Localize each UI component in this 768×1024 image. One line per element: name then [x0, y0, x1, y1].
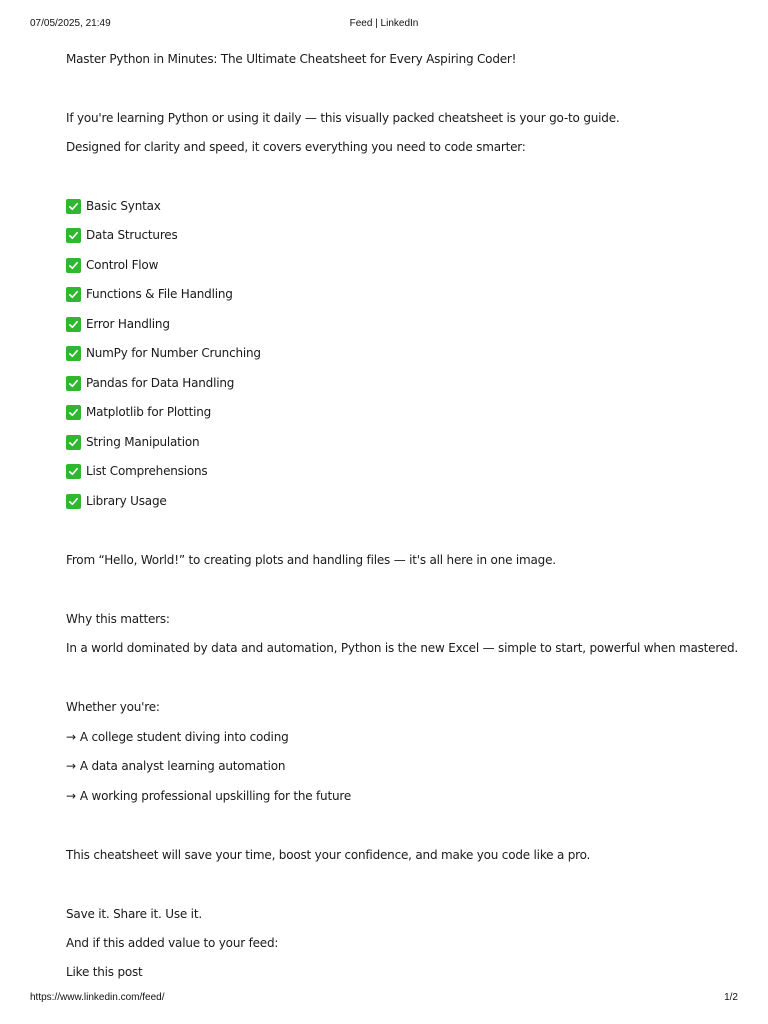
- checklist-item: [66, 404, 211, 420]
- audience-item: [66, 758, 285, 774]
- print-page-number: 1/2: [724, 992, 738, 1003]
- print-page-title: Feed | LinkedIn: [349, 18, 419, 29]
- cta-line-2: And if this added value to your feed:: [66, 936, 279, 950]
- checklist-item-label: Library Usage: [86, 494, 167, 508]
- checklist-item: [66, 434, 199, 450]
- checklist-item-label: String Manipulation: [86, 435, 200, 449]
- why-text: In a world dominated by data and automation, Python is the new Excel — simple to start, powerful when mastered.: [66, 641, 739, 655]
- right-arrow-icon: →: [66, 789, 76, 803]
- post-intro-line-1: If you're learning Python or using it daily — this visually packed cheatsheet is your go-to guide.: [66, 111, 620, 125]
- checklist-item: [66, 227, 178, 243]
- check-mark-icon: [66, 228, 81, 243]
- checklist-item-label: Functions & File Handling: [86, 287, 233, 301]
- post-headline: Master Python in Minutes: The Ultimate Cheatsheet for Every Aspiring Coder!: [66, 52, 517, 66]
- check-mark-icon: [66, 346, 81, 361]
- checklist-item-label: Basic Syntax: [86, 199, 161, 213]
- audience-heading: Whether you're:: [66, 700, 160, 714]
- post-intro-line-2: Designed for clarity and speed, it covers everything you need to code smarter:: [66, 140, 526, 154]
- check-mark-icon: [66, 464, 81, 479]
- print-datetime: 07/05/2025, 21:49: [30, 18, 111, 29]
- audience-item: [66, 788, 351, 804]
- right-arrow-icon: →: [66, 759, 76, 773]
- check-mark-icon: [66, 199, 81, 214]
- checklist-item: [66, 286, 233, 302]
- cta-line-1: Save it. Share it. Use it.: [66, 907, 202, 921]
- checklist-item-label: Pandas for Data Handling: [86, 376, 235, 390]
- checklist-item-label: List Comprehensions: [86, 464, 208, 478]
- check-mark-icon: [66, 258, 81, 273]
- print-footer: [30, 992, 738, 1008]
- checklist-item: [66, 316, 170, 332]
- why-heading: Why this matters:: [66, 612, 170, 626]
- checklist-item: [66, 493, 167, 509]
- checklist-item: [66, 375, 234, 391]
- print-header: [30, 18, 738, 34]
- checklist-item: [66, 463, 207, 479]
- check-mark-icon: [66, 287, 81, 302]
- cta-line-3: Like this post: [66, 965, 143, 979]
- checklist-item-label: Matplotlib for Plotting: [86, 405, 212, 419]
- audience-item-label: A college student diving into coding: [79, 730, 289, 744]
- post-benefit: This cheatsheet will save your time, boost your confidence, and make you code like a pro.: [66, 848, 591, 862]
- check-mark-icon: [66, 494, 81, 509]
- audience-item-label: A data analyst learning automation: [79, 759, 286, 773]
- post-summary: From “Hello, World!” to creating plots and handling files — it's all here in one image.: [66, 553, 556, 567]
- checklist-item-label: Error Handling: [86, 317, 170, 331]
- checklist-item: [66, 198, 161, 214]
- print-url: https://www.linkedin.com/feed/: [30, 992, 165, 1003]
- checklist-item: [66, 345, 261, 361]
- check-mark-icon: [66, 405, 81, 420]
- checklist-item-label: NumPy for Number Crunching: [86, 346, 261, 360]
- check-mark-icon: [66, 435, 81, 450]
- audience-item-label: A working professional upskilling for the future: [79, 789, 352, 803]
- check-mark-icon: [66, 376, 81, 391]
- check-mark-icon: [66, 317, 81, 332]
- audience-item: [66, 729, 289, 745]
- checklist-item-label: Control Flow: [86, 258, 159, 272]
- right-arrow-icon: →: [66, 730, 76, 744]
- checklist-item: [66, 257, 158, 273]
- checklist-item-label: Data Structures: [86, 228, 178, 242]
